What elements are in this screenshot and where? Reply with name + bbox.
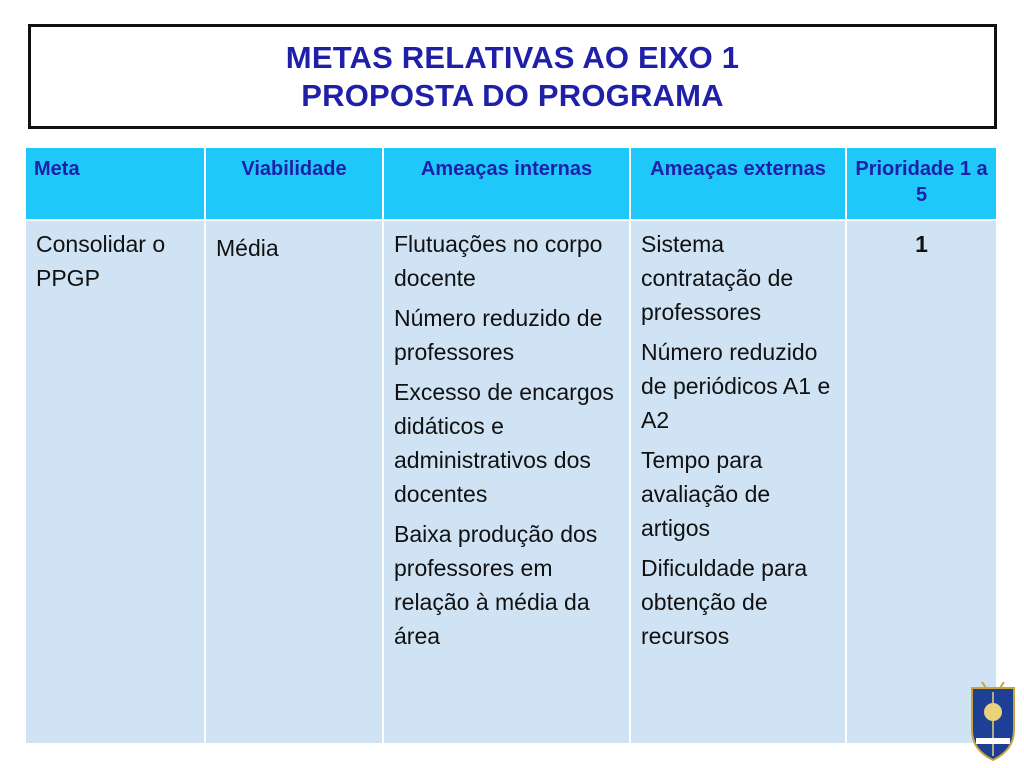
goals-table	[24, 146, 998, 745]
title-line-2: PROPOSTA DO PROGRAMA	[301, 77, 724, 113]
internal-threat-item: Flutuações no corpo docente	[394, 231, 603, 291]
header-meta: Meta	[25, 147, 205, 220]
cell-ameacas-internas	[383, 220, 630, 744]
external-threat-item: Dificuldade para obtenção de recursos	[641, 555, 808, 649]
external-threat-item: Número reduzido de periódicos A1 e A2	[641, 339, 831, 433]
header-prioridade: Prioridade 1 a 5	[846, 147, 997, 220]
title-box	[28, 24, 997, 129]
cell-prioridade: 1	[846, 220, 997, 744]
internal-threat-item: Número reduzido de professores	[394, 305, 603, 365]
table-row	[25, 220, 997, 744]
internal-threat-item: Excesso de encargos didáticos e administrativos dos docentes	[394, 379, 614, 507]
table-header-row	[25, 147, 997, 220]
title-line-1: METAS RELATIVAS AO EIXO 1	[285, 39, 740, 75]
cell-meta: Consolidar o PPGP	[25, 220, 205, 744]
university-coat-of-arms-icon	[964, 678, 1022, 766]
header-viabilidade: Viabilidade	[205, 147, 383, 220]
cell-ameacas-externas	[630, 220, 846, 744]
internal-threat-item: Baixa produção dos professores em relação à média da área	[394, 521, 598, 649]
external-threat-item: Sistema contratação de professores	[641, 231, 794, 325]
header-ameacas-externas: Ameaças externas	[630, 147, 846, 220]
external-threat-item: Tempo para avaliação de artigos	[641, 447, 771, 541]
header-ameacas-internas: Ameaças internas	[383, 147, 630, 220]
cell-viabilidade: Média	[205, 220, 383, 744]
